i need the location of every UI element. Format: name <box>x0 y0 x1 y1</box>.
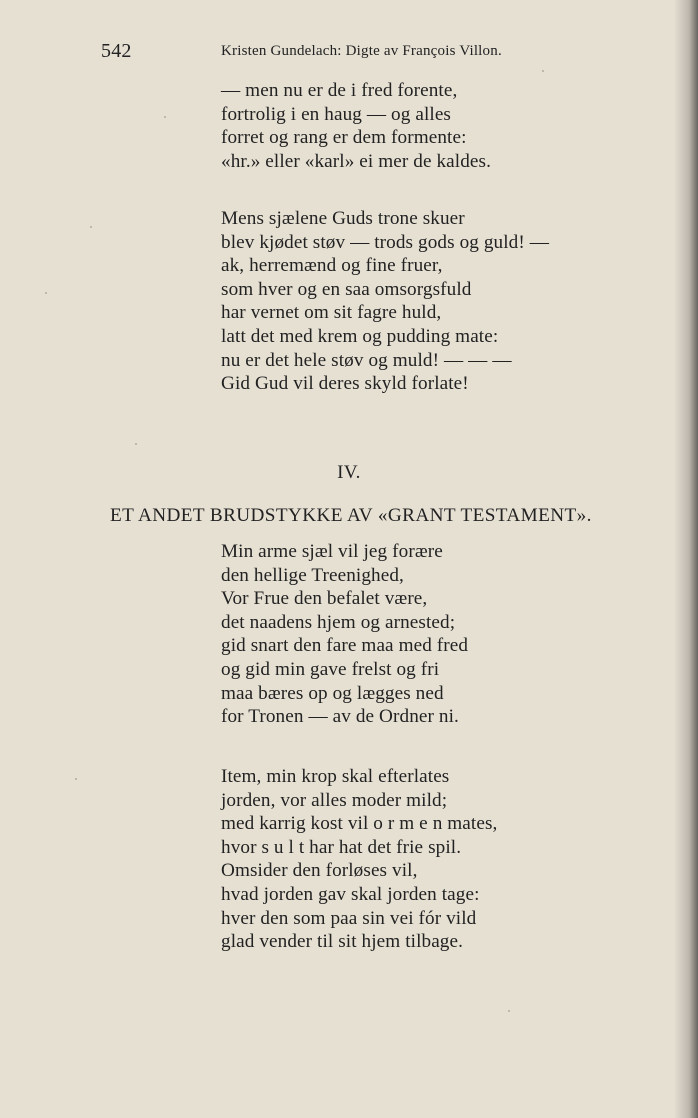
running-head: Kristen Gundelach: Digte av François Villon. <box>221 43 502 59</box>
page-header <box>101 40 571 68</box>
page-number: 542 <box>101 40 132 62</box>
verse-line: nu er det hele støv og muld! — — — <box>221 349 512 371</box>
paper-speck <box>135 443 137 445</box>
verse-line: Mens sjælene Guds trone skuer <box>221 208 465 229</box>
verse-line: jorden, vor alles moder mild; <box>221 789 448 811</box>
stanza-4 <box>221 765 641 954</box>
stanza-3 <box>221 540 641 729</box>
verse-line: — men nu er de i fred forente, <box>221 80 458 101</box>
verse-line: gid snart den fare maa med fred <box>221 635 469 657</box>
paper-speck <box>542 70 544 72</box>
verse-line: for Tronen — av de Ordner ni. <box>221 706 459 728</box>
verse-line: Gid Gud vil deres skyld forlate! <box>221 373 469 395</box>
verse-line: som hver og en saa omsorgsfuld <box>221 278 472 300</box>
verse-line: blev kjødet støv — trods gods og guld! — <box>221 231 550 253</box>
paper-speck <box>45 292 47 294</box>
section-number: IV. <box>337 462 361 483</box>
verse-line: hvad jorden gav skal jorden tage: <box>221 883 480 905</box>
verse-line: ak, herremænd og fine fruer, <box>221 255 443 277</box>
verse-line: hvor s u l t har hat det frie spil. <box>221 836 462 858</box>
stanza-2 <box>221 207 641 396</box>
verse-line: fortrolig i en haug — og alles <box>221 103 451 125</box>
verse-line: forret og rang er dem formente: <box>221 127 467 149</box>
verse-line: Vor Frue den befalet være, <box>221 588 428 610</box>
verse-line: har vernet om sit fagre huld, <box>221 302 442 324</box>
verse-line: glad vender til sit hjem tilbage. <box>221 931 464 953</box>
verse-line: og gid min gave frelst og fri <box>221 658 440 680</box>
verse-line: Item, min krop skal efterlates <box>221 766 450 787</box>
paper-speck <box>164 116 166 118</box>
verse-line: den hellige Treenighed, <box>221 564 404 586</box>
paper-speck <box>75 778 77 780</box>
verse-line: Min arme sjæl vil jeg forære <box>221 541 443 562</box>
verse-line: «hr.» eller «karl» ei mer de kaldes. <box>221 150 491 172</box>
paper-speck <box>90 226 92 228</box>
paper-speck <box>508 1010 510 1012</box>
verse-line: hver den som paa sin vei fór vild <box>221 907 477 929</box>
section-title: ET ANDET BRUDSTYKKE AV «GRANT TESTAMENT». <box>110 505 592 526</box>
verse-line: Omsider den forløses vil, <box>221 860 418 882</box>
verse-line: maa bæres op og lægges ned <box>221 682 444 704</box>
verse-line: latt det med krem og pudding mate: <box>221 325 499 347</box>
verse-line: det naadens hjem og arnested; <box>221 611 456 633</box>
stanza-1 <box>221 79 641 173</box>
verse-line: med karrig kost vil o r m e n mates, <box>221 813 498 835</box>
